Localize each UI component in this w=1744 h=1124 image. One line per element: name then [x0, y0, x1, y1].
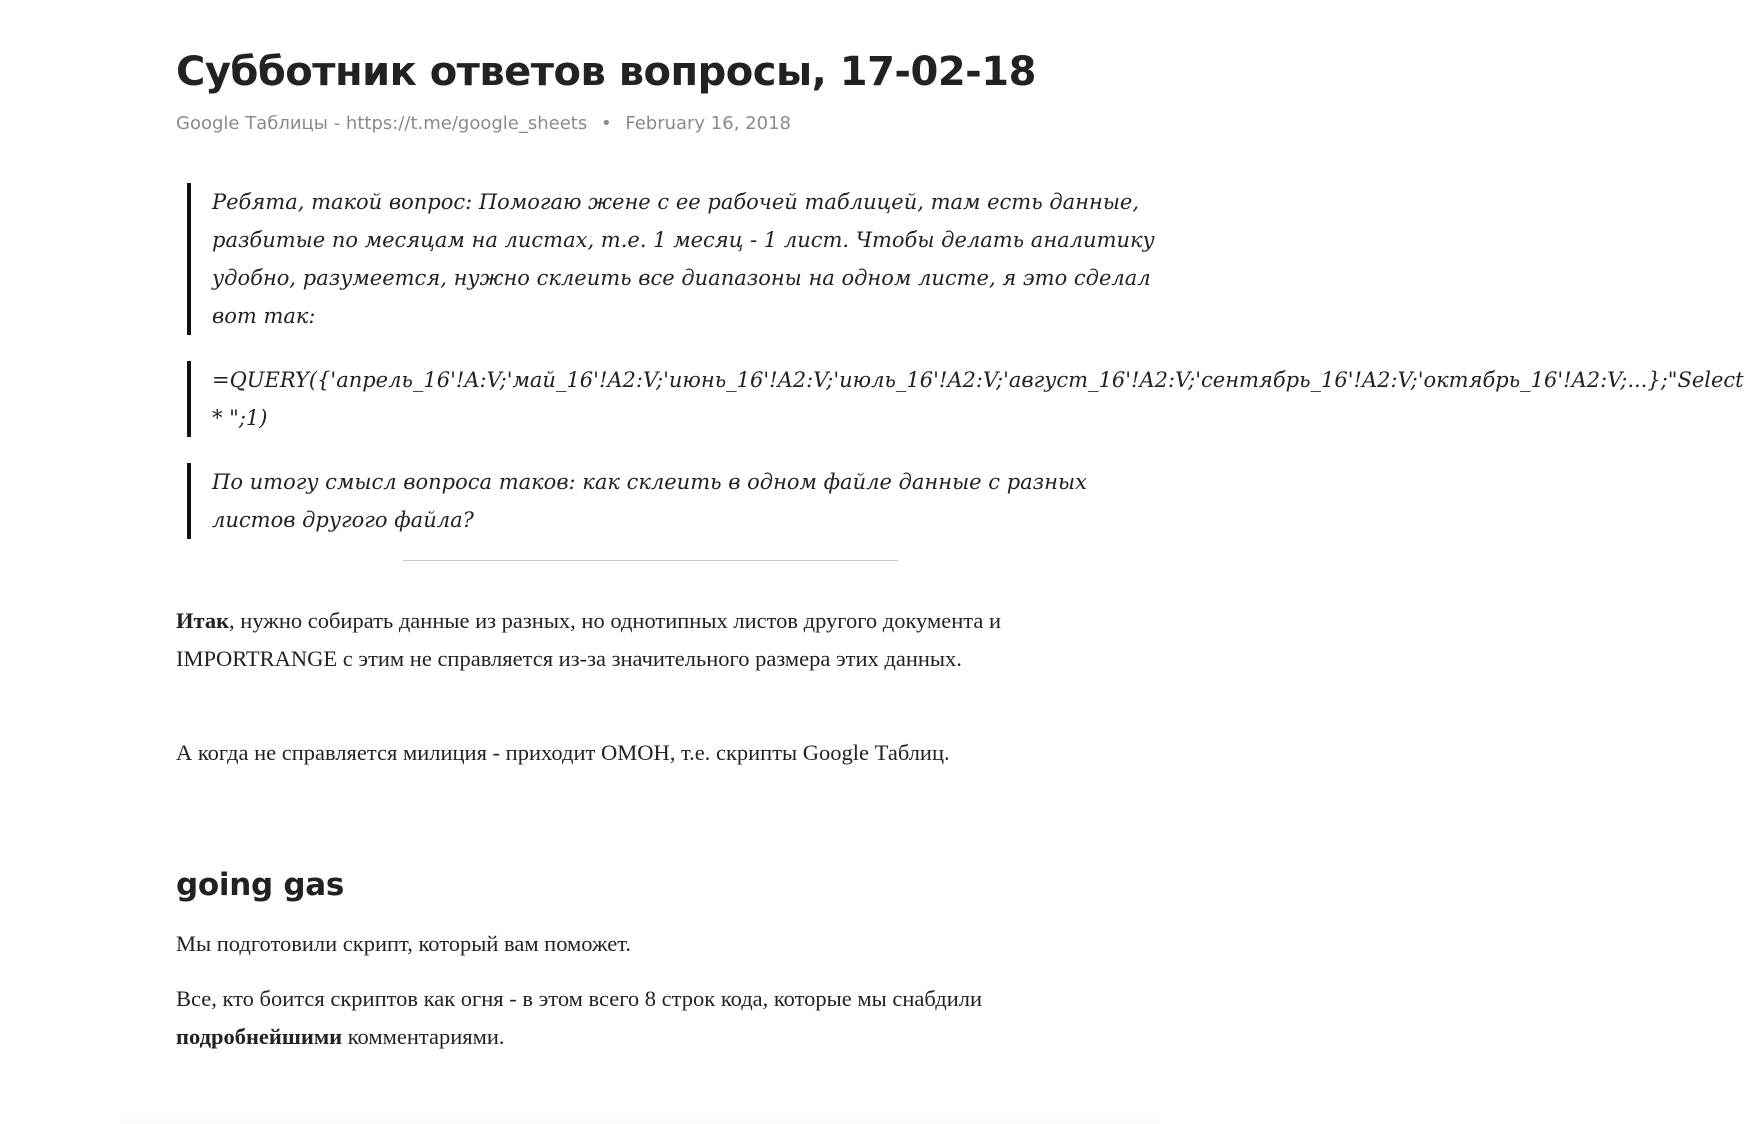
bottom-edge — [120, 1110, 1160, 1124]
blockquote-summary — [187, 463, 1172, 539]
author-link[interactable]: Google Таблицы - https://t.me/google_sheets — [176, 113, 588, 134]
intro-paragraph-2 — [176, 734, 1136, 772]
section-paragraph-2 — [176, 980, 1136, 1056]
section-text-2-start: Все, кто боится скриптов как огня - в этом всего 8 строк кода, которые мы снабдили — [176, 986, 983, 1011]
publish-date: February 16, 2018 — [625, 113, 791, 134]
blockquote-formula — [187, 361, 1744, 437]
blockquote-question — [187, 183, 1172, 335]
section-text-2-end: комментариями. — [342, 1024, 505, 1049]
section-text-1: Мы подготовили скрипт, который вам поможет. — [176, 931, 631, 956]
section-paragraph-1 — [176, 925, 1136, 963]
article-title: Субботник ответов вопросы, 17-02-18 — [176, 49, 1036, 95]
quote-text: Ребята, такой вопрос: Помогаю жене с ее рабочей таблицей, там есть данные, разбитые по месяцам на листах, т.е. 1 месяц - 1 лист. Чтобы делать аналитику удобно, разумеется, нужно склеить все диапазоны на одном листе, я это сделал вот так: — [212, 190, 1155, 328]
quote-summary-text: По итогу смысл вопроса таков: как склеить в одном файле данные с разных листов другого файла? — [212, 470, 1087, 532]
intro-bold-word: Итак — [176, 608, 230, 633]
intro-text-2: А когда не справляется милиция - приходит ОМОН, т.е. скрипты Google Таблиц. — [176, 740, 950, 765]
section-heading: going gas — [176, 867, 345, 903]
section-bold-word: подробнейшими — [176, 1024, 343, 1049]
quote-formula-text: =QUERY({'апрель_16'!A:V;'май_16'!A2:V;'июнь_16'!A2:V;'июль_16'!A2:V;'август_16'!A2:V;'сентябрь_16'!A2:V;'октябрь_16'!A2:V;...};"Select * ";1) — [212, 368, 1744, 430]
intro-text: , нужно собирать данные из разных, но однотипных листов другого документа и IMPORTRANGE с этим не справляется из-за значительного размера этих данных. — [176, 608, 1002, 671]
section-divider — [403, 560, 898, 561]
byline — [176, 110, 791, 138]
intro-paragraph — [176, 602, 1136, 678]
byline-separator: • — [600, 113, 612, 134]
